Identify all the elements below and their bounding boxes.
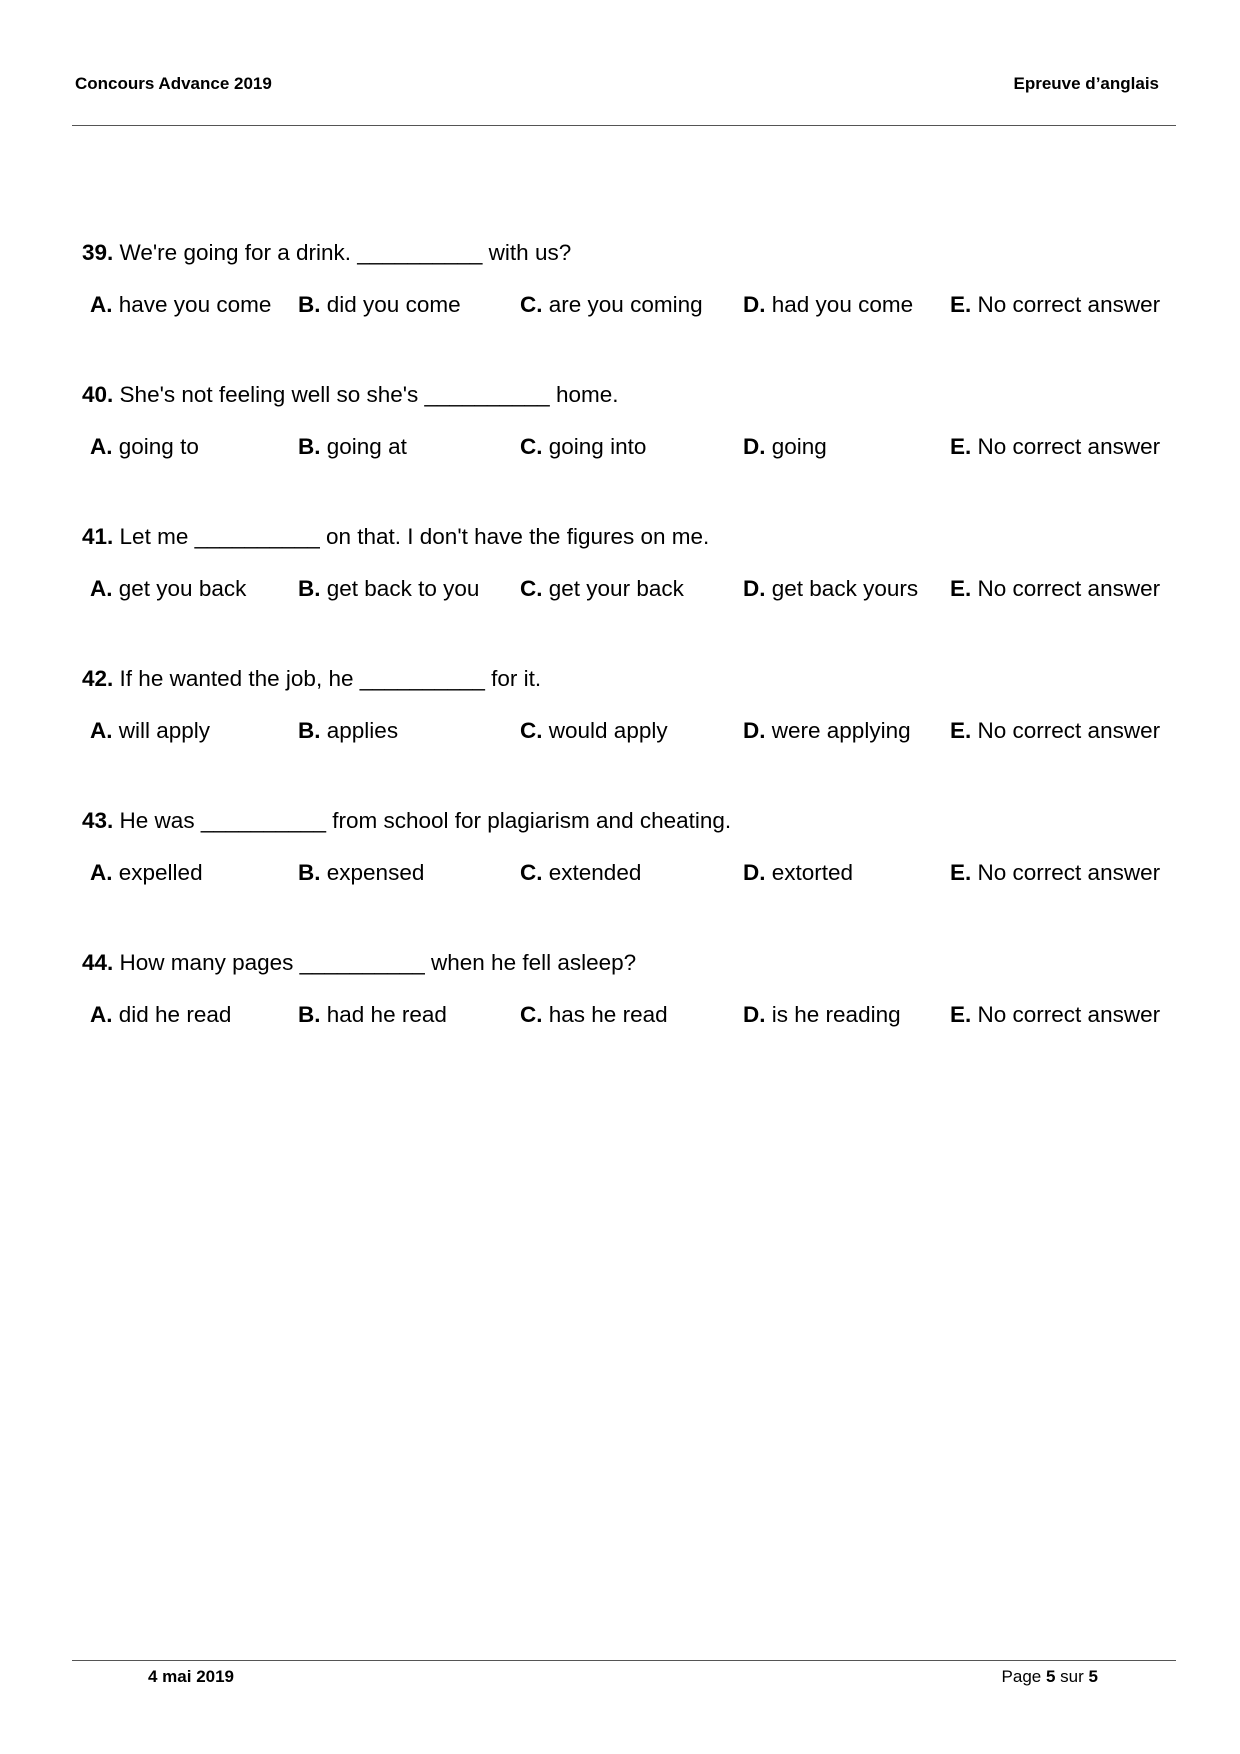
option-a <box>90 860 203 886</box>
option-b <box>298 718 398 744</box>
question-text: She's not feeling well so she's __________ home. <box>119 382 619 407</box>
option-b <box>298 434 407 460</box>
question-stem <box>82 666 541 692</box>
option-letter: C. <box>520 292 543 317</box>
option-letter: E. <box>950 718 972 743</box>
question-stem <box>82 524 709 550</box>
option-letter: A. <box>90 1002 113 1027</box>
option-text: is he reading <box>771 1002 901 1027</box>
option-letter: C. <box>520 576 543 601</box>
option-text: would apply <box>548 718 668 743</box>
option-letter: A. <box>90 718 113 743</box>
option-letter: B. <box>298 718 321 743</box>
option-d <box>743 718 911 744</box>
option-text: get back to you <box>326 576 480 601</box>
option-e <box>950 434 1160 460</box>
page-total: 5 <box>1088 1667 1098 1686</box>
option-text: has he read <box>548 1002 668 1027</box>
option-text: extended <box>548 860 642 885</box>
page-separator: sur <box>1060 1667 1084 1686</box>
header-subject: Epreuve d’anglais <box>1013 74 1159 93</box>
question-stem <box>82 382 618 408</box>
question-40 <box>0 382 1240 492</box>
question-text: If he wanted the job, he __________ for it. <box>119 666 542 691</box>
option-letter: D. <box>743 434 766 459</box>
footer-date: 4 mai 2019 <box>148 1667 235 1686</box>
question-number: 44. <box>82 950 114 975</box>
option-letter: E. <box>950 860 972 885</box>
question-number: 43. <box>82 808 114 833</box>
page-current: 5 <box>1045 1667 1056 1686</box>
option-text: No correct answer <box>977 1002 1161 1027</box>
option-letter: D. <box>743 576 766 601</box>
option-letter: E. <box>950 576 972 601</box>
option-letter: B. <box>298 860 321 885</box>
option-text: get your back <box>548 576 684 601</box>
option-text: have you come <box>118 292 272 317</box>
option-text: get back yours <box>771 576 919 601</box>
page-prefix: Page <box>1001 1667 1042 1686</box>
header-exam-title: Concours Advance 2019 <box>75 74 272 93</box>
option-letter: E. <box>950 292 972 317</box>
question-number: 41. <box>82 524 114 549</box>
page-number <box>1002 1667 1098 1687</box>
option-letter: A. <box>90 434 113 459</box>
question-39 <box>0 240 1240 350</box>
question-number: 40. <box>82 382 114 407</box>
option-a <box>90 292 271 318</box>
option-letter: B. <box>298 576 321 601</box>
option-letter: A. <box>90 576 113 601</box>
option-a <box>90 1002 231 1028</box>
option-c <box>520 1002 668 1028</box>
option-text: did you come <box>326 292 461 317</box>
option-text: No correct answer <box>977 292 1161 317</box>
header-divider <box>72 125 1176 126</box>
option-e <box>950 718 1160 744</box>
option-b <box>298 292 461 318</box>
option-d <box>743 1002 901 1028</box>
option-c <box>520 576 684 602</box>
question-42 <box>0 666 1240 776</box>
option-d <box>743 576 918 602</box>
option-text: going <box>771 434 827 459</box>
question-text: Let me __________ on that. I don't have the figures on me. <box>119 524 710 549</box>
option-d <box>743 292 913 318</box>
option-d <box>743 434 827 460</box>
option-c <box>520 292 703 318</box>
option-e <box>950 860 1160 886</box>
question-43 <box>0 808 1240 918</box>
option-letter: E. <box>950 434 972 459</box>
option-e <box>950 576 1160 602</box>
question-stem <box>82 240 571 266</box>
option-text: No correct answer <box>977 718 1161 743</box>
option-a <box>90 718 210 744</box>
option-letter: D. <box>743 1002 766 1027</box>
option-text: get you back <box>118 576 247 601</box>
option-a <box>90 576 246 602</box>
option-text: going at <box>326 434 407 459</box>
option-text: expelled <box>118 860 203 885</box>
question-number: 39. <box>82 240 114 265</box>
option-text: applies <box>326 718 399 743</box>
option-letter: A. <box>90 860 113 885</box>
option-text: No correct answer <box>977 434 1161 459</box>
option-text: expensed <box>326 860 425 885</box>
question-stem <box>82 950 636 976</box>
option-c <box>520 718 668 744</box>
question-text: We're going for a drink. __________ with us? <box>119 240 572 265</box>
question-44 <box>0 950 1240 1060</box>
option-c <box>520 434 646 460</box>
option-c <box>520 860 641 886</box>
option-d <box>743 860 853 886</box>
question-41 <box>0 524 1240 634</box>
option-text: had he read <box>326 1002 447 1027</box>
option-text: No correct answer <box>977 576 1161 601</box>
option-letter: C. <box>520 1002 543 1027</box>
option-a <box>90 434 199 460</box>
option-b <box>298 1002 447 1028</box>
question-text: He was __________ from school for plagiarism and cheating. <box>119 808 732 833</box>
option-text: will apply <box>118 718 211 743</box>
option-letter: C. <box>520 718 543 743</box>
option-letter: D. <box>743 292 766 317</box>
option-text: are you coming <box>548 292 703 317</box>
question-number: 42. <box>82 666 114 691</box>
option-text: going into <box>548 434 647 459</box>
option-letter: B. <box>298 1002 321 1027</box>
footer-divider <box>72 1660 1176 1661</box>
option-letter: C. <box>520 860 543 885</box>
option-letter: D. <box>743 718 766 743</box>
option-e <box>950 292 1160 318</box>
option-text: did he read <box>118 1002 232 1027</box>
option-e <box>950 1002 1160 1028</box>
option-letter: B. <box>298 434 321 459</box>
option-b <box>298 576 479 602</box>
option-b <box>298 860 424 886</box>
option-letter: E. <box>950 1002 972 1027</box>
option-text: going to <box>118 434 199 459</box>
option-text: No correct answer <box>977 860 1161 885</box>
option-letter: A. <box>90 292 113 317</box>
option-text: extorted <box>771 860 854 885</box>
option-letter: C. <box>520 434 543 459</box>
question-text: How many pages __________ when he fell asleep? <box>119 950 637 975</box>
question-stem <box>82 808 731 834</box>
option-text: were applying <box>771 718 911 743</box>
option-letter: B. <box>298 292 321 317</box>
option-text: had you come <box>771 292 914 317</box>
option-letter: D. <box>743 860 766 885</box>
